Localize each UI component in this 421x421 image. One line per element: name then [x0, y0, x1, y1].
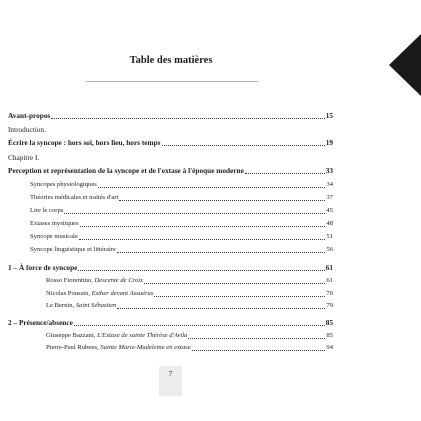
toc-entry-syncopes-physiologiques	[30, 179, 333, 190]
artwork-title: Saint Sébastien	[75, 302, 117, 309]
dot-leader	[79, 239, 326, 240]
corner-tab-decoration	[389, 34, 421, 96]
toc-entry-text: Chapitre I.	[8, 153, 40, 162]
toc-page-number: 45	[326, 207, 333, 214]
dot-leader	[78, 270, 324, 271]
toc-page-number: 85	[326, 332, 333, 339]
toc-entry-le-bernin	[46, 300, 333, 311]
artwork-title: Sainte Marie-Madeleine en extase	[100, 344, 191, 351]
toc-entry-text: Rosso Fiorentino,	[46, 277, 95, 284]
toc-entry-extases-mystiques	[30, 218, 333, 229]
toc-entry-text: 2 – Présence/absence	[8, 318, 73, 327]
dot-leader	[154, 296, 325, 297]
toc-page-number: 61	[326, 277, 333, 284]
toc-entry-label	[46, 275, 143, 286]
toc-entry-label	[30, 244, 116, 255]
toc-entry-label	[30, 179, 97, 190]
toc-entry-avant-propos	[8, 110, 333, 121]
toc-entry-label	[46, 330, 187, 341]
toc-entry-rosso-fiorentino	[46, 275, 333, 286]
toc-entry-label	[8, 152, 39, 163]
toc-page-number: 94	[326, 344, 333, 351]
toc-entry-introduction-heading	[8, 124, 333, 135]
toc-entry-lire-le-corps	[30, 205, 333, 216]
dot-leader	[117, 252, 326, 253]
artwork-title: Descente de Croix	[94, 277, 144, 284]
toc-entry-text: Écrire la syncope : hors soi, hors lieu, hors temps	[8, 138, 161, 147]
toc-page-number: 79	[326, 302, 333, 309]
dot-leader	[74, 325, 325, 326]
toc-page-number: 56	[326, 246, 333, 253]
toc-entry-text: Théories médicales et traités d'art	[30, 194, 119, 201]
dot-leader	[188, 338, 325, 339]
dot-leader	[80, 226, 326, 227]
toc-entry-text: Avant-propos	[8, 111, 51, 120]
toc-entry-theories-medicales	[30, 192, 333, 203]
toc-page-number: 34	[326, 181, 333, 188]
toc-entry-perception-et-representation	[8, 165, 333, 176]
title-divider	[86, 81, 258, 82]
toc-entry-a-force-de-syncope	[8, 262, 333, 273]
dot-leader	[245, 173, 325, 174]
toc-page-number: 48	[326, 220, 333, 227]
dot-leader	[119, 200, 325, 201]
toc-entry-ecrire-la-syncope	[8, 137, 333, 148]
toc-page-number: 37	[326, 194, 333, 201]
toc-entry-label	[8, 165, 244, 176]
toc-entry-presence-absence	[8, 317, 333, 328]
toc-entry-label	[30, 192, 118, 203]
toc-entry-text: Syncopes physiologiques	[30, 181, 97, 188]
toc-entry-text: Syncope linguistique et littéraire	[30, 246, 116, 253]
toc-entry-text: Nicolas Poussin,	[46, 290, 92, 297]
dot-leader	[192, 350, 326, 351]
toc-page-number: 33	[325, 166, 333, 175]
toc-page-number: 15	[325, 111, 333, 120]
dot-leader	[144, 283, 325, 284]
toc-entry-label	[8, 262, 77, 273]
toc-entry-label	[30, 218, 79, 229]
toc-entry-text: Le Bernin,	[46, 302, 76, 309]
toc-entry-label	[30, 205, 63, 216]
toc-entry-label	[30, 231, 78, 242]
toc-page-number: 61	[325, 263, 333, 272]
artwork-title: Esther devant Assuérus	[91, 290, 154, 297]
toc-entry-pierre-paul-rubens	[46, 342, 333, 353]
dot-leader	[117, 308, 325, 309]
toc-entry-text: Pierre-Paul Rubens,	[46, 344, 101, 351]
toc-entry-label	[46, 342, 191, 353]
page-number: 7	[159, 366, 182, 396]
toc-page-number: 51	[326, 233, 333, 240]
toc-page-number: 70	[326, 290, 333, 297]
toc-entry-syncope-musicale	[30, 231, 333, 242]
toc-entry-chapitre-1-heading	[8, 152, 333, 163]
toc-entry-label	[8, 124, 46, 135]
artwork-title: L'Extase de sainte Thérèse d'Avila	[97, 332, 188, 339]
toc-entry-syncope-linguistique	[30, 244, 333, 255]
toc-page-number: 19	[325, 138, 333, 147]
dot-leader	[51, 118, 324, 119]
dot-leader	[98, 187, 326, 188]
toc-entry-nicolas-poussin	[46, 288, 333, 299]
toc-entry-text: Introduction.	[8, 125, 46, 134]
toc-entry-text: Lire le corps	[30, 207, 64, 214]
dot-leader	[162, 145, 325, 146]
toc-entry-text: Extases mystiques	[30, 220, 79, 227]
toc-page-number: 85	[325, 318, 333, 327]
toc-entry-text: Perception et représentation de la syncope et de l'extase à l'époque moderne	[8, 166, 244, 175]
toc-entry-label	[8, 137, 161, 148]
toc-entry-label	[8, 110, 50, 121]
toc-entry-label	[46, 288, 153, 299]
toc-entry-text: Giuseppe Bazzani,	[46, 332, 98, 339]
toc-entry-text: Syncope musicale	[30, 233, 78, 240]
toc-entry-label	[8, 317, 73, 328]
dot-leader	[64, 213, 325, 214]
page-title: Table des matières	[129, 55, 213, 66]
toc-entry-text: 1 – À force de syncope	[8, 263, 78, 272]
toc-entry-giuseppe-bazzani	[46, 330, 333, 341]
toc-entry-label	[46, 300, 116, 311]
